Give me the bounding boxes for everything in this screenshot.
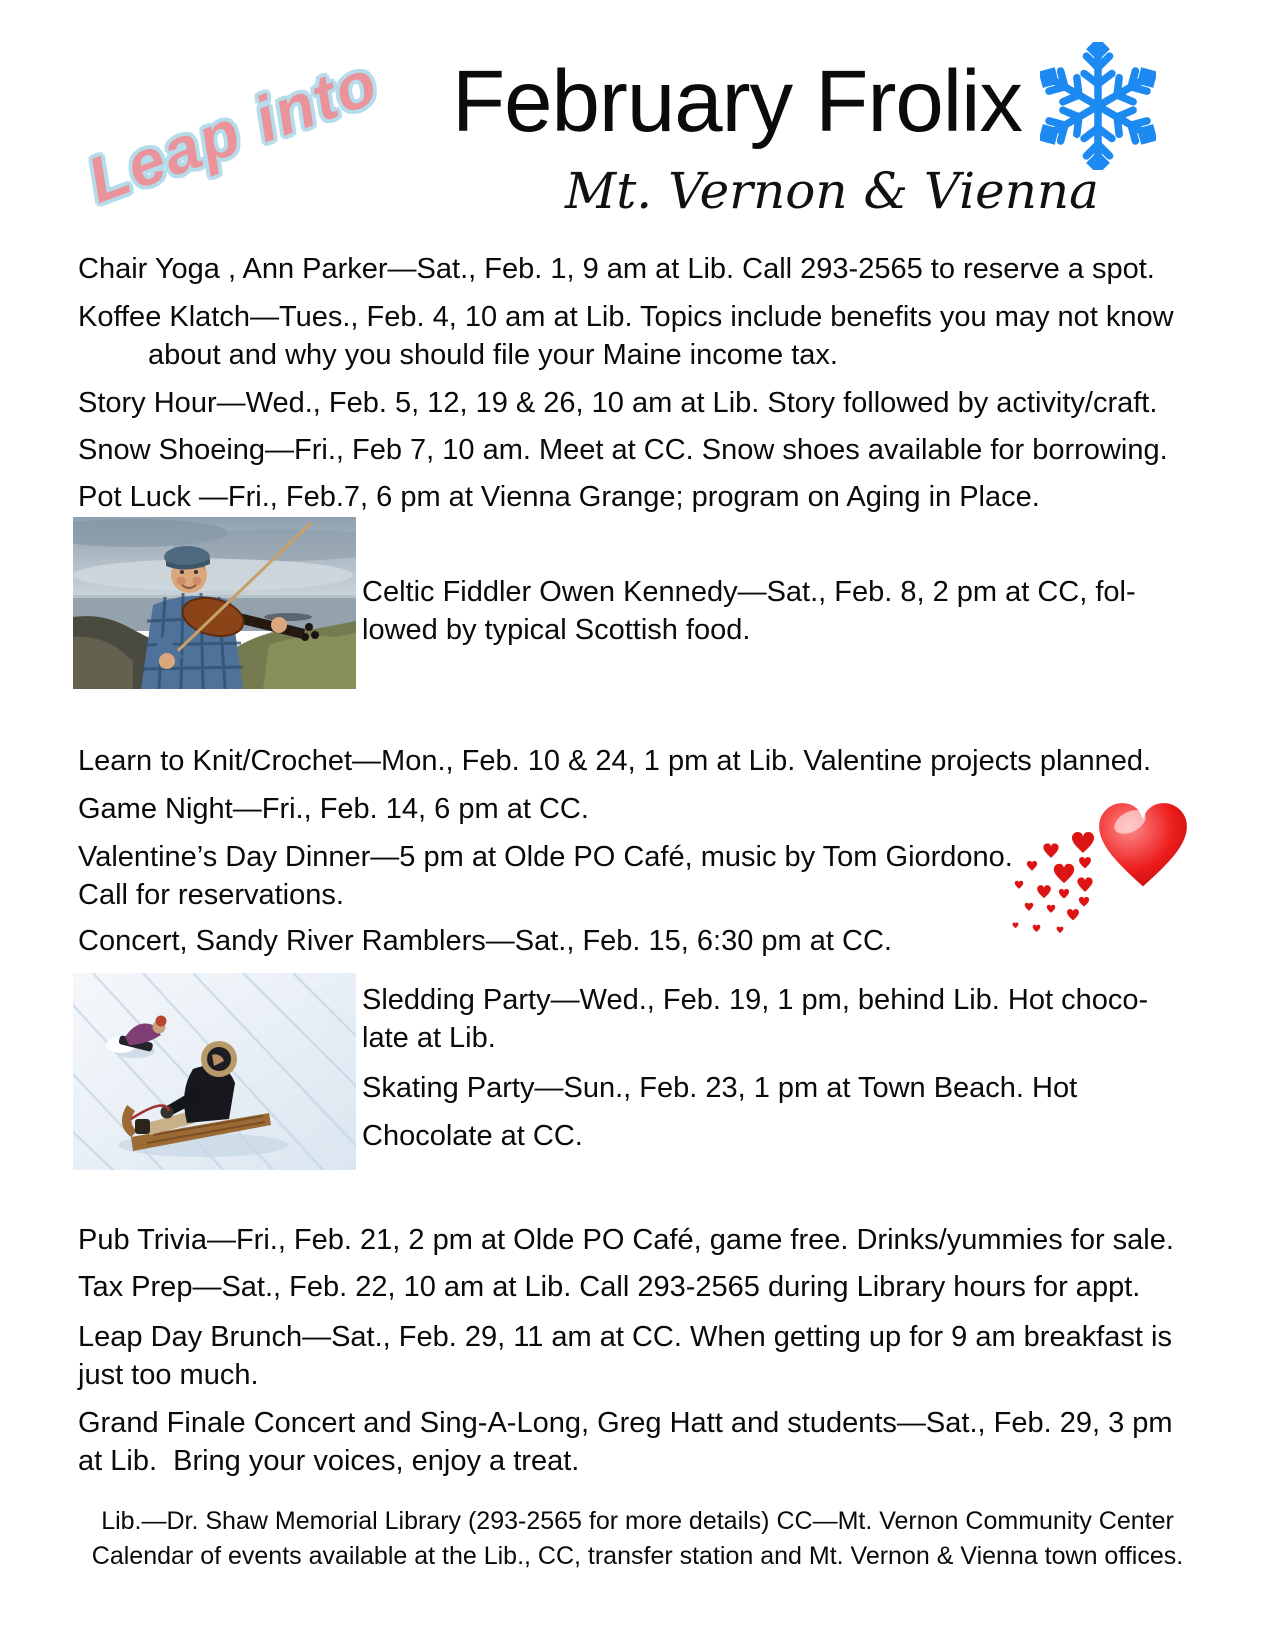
event-line: Snow Shoeing—Fri., Feb 7, 10 am. Meet at CC. Snow shoes available for borrowing.: [78, 434, 1168, 466]
event-skating-party: [362, 1069, 1077, 1155]
event-line: Chair Yoga , Ann Parker—Sat., Feb. 1, 9 am at Lib. Call 293-2565 to reserve a spot.: [78, 253, 1155, 285]
event-line: Skating Party—Sun., Feb. 23, 1 pm at Town Beach. Hot: [362, 1072, 1078, 1104]
event-line: Call for reservations.: [78, 879, 344, 911]
event-valentines-dinner: [78, 838, 1013, 914]
header-overline: Leap into: [78, 45, 388, 217]
event-line: Valentine’s Day Dinner—5 pm at Olde PO Café, music by Tom Giordono.: [78, 841, 1013, 873]
event-line: Sledding Party—Wed., Feb. 19, 1 pm, behind Lib. Hot choco-: [362, 984, 1149, 1016]
page-subtitle: Mt. Vernon & Vienna: [565, 162, 1099, 220]
event-knit-crochet: [78, 742, 1151, 780]
event-chair-yoga: [78, 250, 1155, 288]
event-line: just too much.: [78, 1359, 259, 1391]
event-celtic-fiddler: [362, 573, 1136, 649]
event-snow-shoeing: [78, 431, 1168, 469]
event-line: Learn to Knit/Crochet—Mon., Feb. 10 & 24, 1 pm at Lib. Valentine projects planned.: [78, 745, 1152, 777]
event-pot-luck: [78, 478, 1040, 516]
event-line: Pot Luck —Fri., Feb.7, 6 pm at Vienna Grange; program on Aging in Place.: [78, 481, 1040, 513]
event-line: at Lib. Bring your voices, enjoy a treat.: [78, 1445, 580, 1477]
event-line: Tax Prep—Sat., Feb. 22, 10 am at Lib. Call 293-2565 during Library hours for appt.: [78, 1271, 1141, 1303]
event-line: Celtic Fiddler Owen Kennedy—Sat., Feb. 8, 2 pm at CC, fol-: [362, 576, 1136, 608]
event-pub-trivia: [78, 1221, 1174, 1259]
event-concert: [78, 922, 892, 960]
event-line: Story Hour—Wed., Feb. 5, 12, 19 & 26, 10 am at Lib. Story followed by activity/craft.: [78, 387, 1158, 419]
event-line: Concert, Sandy River Ramblers—Sat., Feb. 15, 6:30 pm at CC.: [78, 925, 892, 957]
snowflake-icon: [1040, 42, 1156, 175]
event-line: Chocolate at CC.: [362, 1120, 583, 1152]
event-line: Leap Day Brunch—Sat., Feb. 29, 11 am at CC. When getting up for 9 am breakfast is: [78, 1321, 1172, 1353]
event-line: about and why you should file your Maine income tax.: [148, 339, 838, 371]
event-game-night: [78, 790, 589, 828]
footer: [0, 1504, 1275, 1574]
event-story-hour: [78, 384, 1157, 422]
hearts-clipart: [1012, 796, 1197, 953]
event-sledding-party: [362, 981, 1148, 1057]
event-koffee-klatch: [78, 298, 1174, 374]
event-line: late at Lib.: [362, 1022, 496, 1054]
event-line: Game Night—Fri., Feb. 14, 6 pm at CC.: [78, 793, 589, 825]
event-tax-prep: [78, 1268, 1140, 1306]
event-line: Koffee Klatch—Tues., Feb. 4, 10 am at Lib. Topics include benefits you may not know: [78, 301, 1174, 333]
event-grand-finale: [78, 1404, 1173, 1480]
footer-line: Lib.—Dr. Shaw Memorial Library (293-2565 for more details) CC—Mt. Vernon Community Center: [101, 1507, 1174, 1535]
page-title: February Frolix: [452, 53, 1022, 150]
event-line: Grand Finale Concert and Sing-A-Long, Greg Hatt and students—Sat., Feb. 29, 3 pm: [78, 1407, 1173, 1439]
sledding-photo: [73, 973, 356, 1170]
event-leap-day-brunch: [78, 1318, 1172, 1394]
fiddler-photo: [73, 517, 356, 689]
event-line: lowed by typical Scottish food.: [362, 614, 751, 646]
footer-line: Calendar of events available at the Lib., CC, transfer station and Mt. Vernon & Vienna town offices.: [91, 1542, 1184, 1570]
event-line: Pub Trivia—Fri., Feb. 21, 2 pm at Olde PO Café, game free. Drinks/yummies for sale.: [78, 1224, 1174, 1256]
